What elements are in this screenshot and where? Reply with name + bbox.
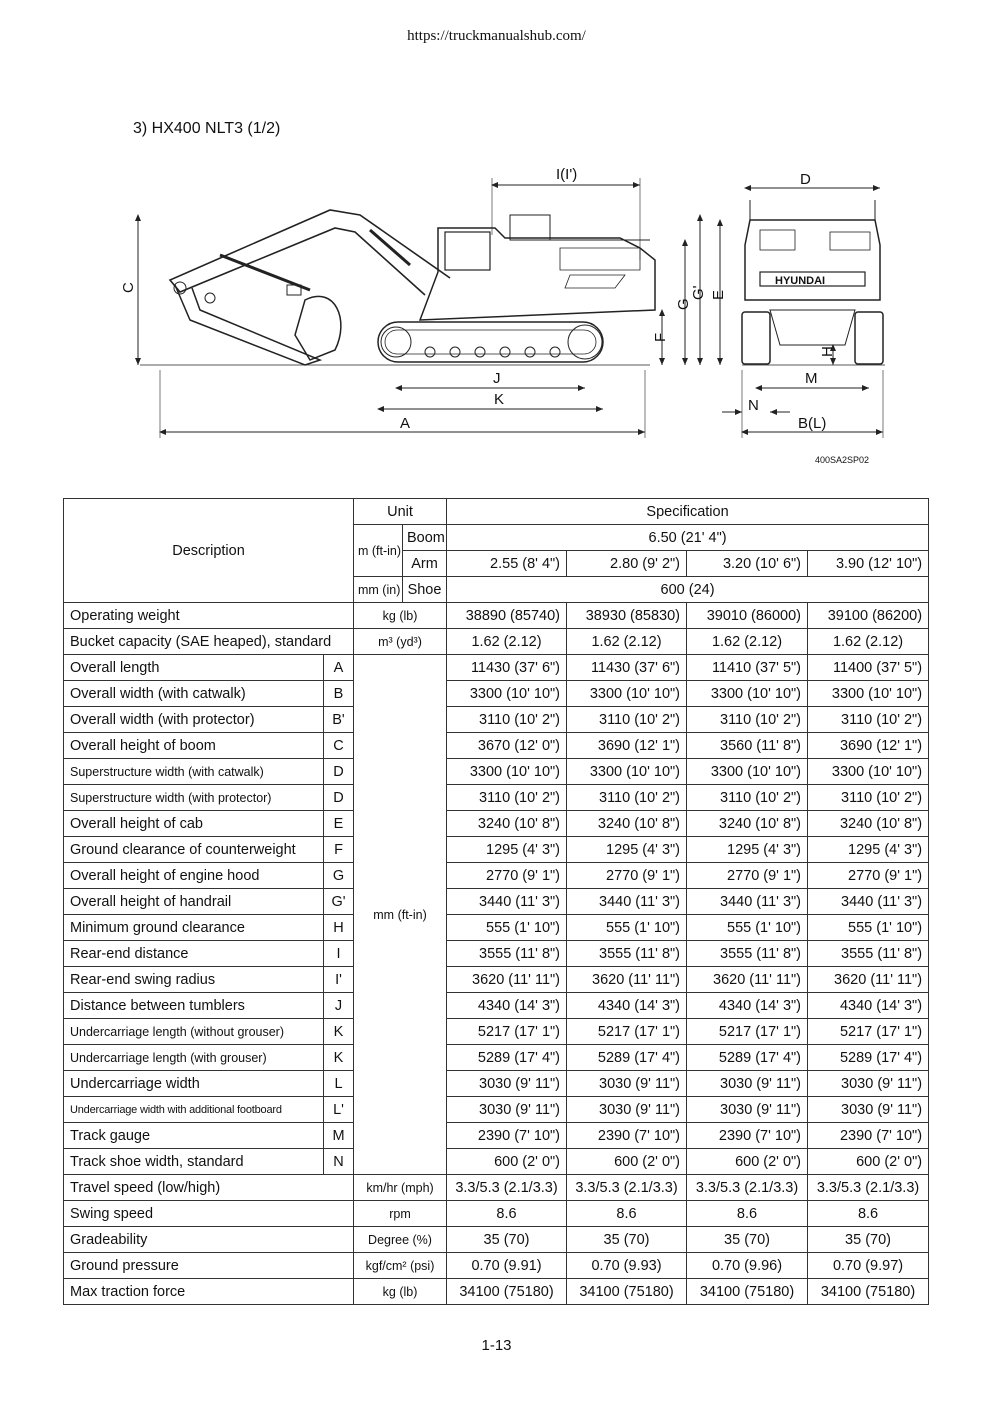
row-value: 3555 (11' 8") [687, 941, 808, 967]
row-value: 3030 (9' 11") [447, 1071, 567, 1097]
table-row [64, 1097, 929, 1123]
table-row [64, 837, 929, 863]
row-value: 3440 (11' 3") [687, 889, 808, 915]
row-desc: Superstructure width (with catwalk) [64, 759, 324, 785]
row-value: 5217 (17' 1") [447, 1019, 567, 1045]
row-value: 35 (70) [687, 1227, 808, 1253]
row-value: 3440 (11' 3") [567, 889, 687, 915]
row-value: 0.70 (9.93) [567, 1253, 687, 1279]
side-view [120, 166, 727, 438]
row-value: 3620 (11' 11") [567, 967, 687, 993]
row-value: 5289 (17' 4") [447, 1045, 567, 1071]
table-row [64, 733, 929, 759]
row-value: 1.62 (2.12) [567, 629, 687, 655]
row-value: 38890 (85740) [447, 603, 567, 629]
row-value: 8.6 [808, 1201, 929, 1227]
row-value: 5217 (17' 1") [808, 1019, 929, 1045]
row-value: 0.70 (9.91) [447, 1253, 567, 1279]
row-value: 600 (2' 0") [447, 1149, 567, 1175]
row-symbol: A [324, 655, 354, 681]
row-value: 3300 (10' 10") [808, 681, 929, 707]
row-desc: Overall height of boom [64, 733, 324, 759]
dim-label-j: J [493, 370, 501, 387]
row-value: 4340 (14' 3") [808, 993, 929, 1019]
row-value: 3440 (11' 3") [808, 889, 929, 915]
boom-value: 6.50 (21' 4") [447, 525, 929, 551]
row-value: 3.3/5.3 (2.1/3.3) [687, 1175, 808, 1201]
row-value: 34100 (75180) [808, 1279, 929, 1305]
row-unit: m³ (yd³) [354, 629, 447, 655]
row-value: 5289 (17' 4") [808, 1045, 929, 1071]
arm-value: 3.90 (12' 10") [808, 551, 929, 577]
row-value: 3110 (10' 2") [447, 785, 567, 811]
row-value: 0.70 (9.96) [687, 1253, 808, 1279]
dim-label-k: K [494, 391, 505, 408]
row-value: 39010 (86000) [687, 603, 808, 629]
row-value: 3110 (10' 2") [808, 707, 929, 733]
brand-logo-text: HYUNDAI [775, 275, 826, 287]
row-symbol: H [324, 915, 354, 941]
row-value: 34100 (75180) [447, 1279, 567, 1305]
row-desc: Undercarriage length (without grouser) [64, 1019, 324, 1045]
row-value: 3620 (11' 11") [687, 967, 808, 993]
row-value: 4340 (14' 3") [567, 993, 687, 1019]
row-value: 3555 (11' 8") [447, 941, 567, 967]
row-value: 39100 (86200) [808, 603, 929, 629]
dim-label-a: A [400, 415, 411, 432]
dim-label-n: N [748, 397, 759, 414]
row-value: 1295 (4' 3") [447, 837, 567, 863]
row-value: 3030 (9' 11") [567, 1097, 687, 1123]
table-row [64, 785, 929, 811]
arm-value: 3.20 (10' 6") [687, 551, 808, 577]
row-symbol: G [324, 863, 354, 889]
row-desc: Undercarriage length (with grouser) [64, 1045, 324, 1071]
rear-view [722, 171, 885, 438]
row-symbol: C [324, 733, 354, 759]
row-desc: Travel speed (low/high) [64, 1175, 354, 1201]
dim-label-f: F [652, 332, 669, 342]
row-desc: Gradeability [64, 1227, 354, 1253]
row-value: 11430 (37' 6") [567, 655, 687, 681]
row-value: 2390 (7' 10") [687, 1123, 808, 1149]
row-value: 3030 (9' 11") [808, 1097, 929, 1123]
row-value: 3620 (11' 11") [808, 967, 929, 993]
row-value: 3110 (10' 2") [808, 785, 929, 811]
row-value: 3690 (12' 1") [567, 733, 687, 759]
table-row [64, 655, 929, 681]
row-value: 3110 (10' 2") [447, 707, 567, 733]
row-value: 3300 (10' 10") [567, 759, 687, 785]
row-value: 8.6 [447, 1201, 567, 1227]
dim-label-c: C [120, 282, 137, 293]
row-symbol: L' [324, 1097, 354, 1123]
row-symbol: F [324, 837, 354, 863]
dim-label-g: G [675, 298, 692, 310]
row-value: 3.3/5.3 (2.1/3.3) [808, 1175, 929, 1201]
row-value: 2770 (9' 1") [447, 863, 567, 889]
row-desc: Overall width (with catwalk) [64, 681, 324, 707]
row-value: 3690 (12' 1") [808, 733, 929, 759]
table-row [64, 1253, 929, 1279]
row-value: 555 (1' 10") [447, 915, 567, 941]
shoe-label: Shoe [403, 577, 447, 603]
row-value: 8.6 [567, 1201, 687, 1227]
row-value: 3560 (11' 8") [687, 733, 808, 759]
row-value: 3300 (10' 10") [687, 681, 808, 707]
row-symbol: I [324, 941, 354, 967]
row-symbol: K [324, 1045, 354, 1071]
row-value: 3300 (10' 10") [447, 759, 567, 785]
shoe-value: 600 (24) [447, 577, 929, 603]
row-symbol: B [324, 681, 354, 707]
row-value: 11430 (37' 6") [447, 655, 567, 681]
row-value: 35 (70) [447, 1227, 567, 1253]
row-desc: Overall length [64, 655, 324, 681]
row-value: 1295 (4' 3") [687, 837, 808, 863]
table-row [64, 967, 929, 993]
row-unit: kg (lb) [354, 1279, 447, 1305]
row-value: 1.62 (2.12) [808, 629, 929, 655]
row-value: 3030 (9' 11") [687, 1097, 808, 1123]
table-row [64, 811, 929, 837]
table-row [64, 1175, 929, 1201]
row-value: 3670 (12' 0") [447, 733, 567, 759]
table-row [64, 681, 929, 707]
row-symbol: N [324, 1149, 354, 1175]
dim-label-gp: G' [690, 285, 707, 300]
row-symbol: M [324, 1123, 354, 1149]
row-value: 3300 (10' 10") [808, 759, 929, 785]
row-value: 3240 (10' 8") [808, 811, 929, 837]
table-row [64, 1149, 929, 1175]
row-value: 555 (1' 10") [808, 915, 929, 941]
row-value: 3300 (10' 10") [567, 681, 687, 707]
row-value: 5289 (17' 4") [687, 1045, 808, 1071]
row-value: 3110 (10' 2") [567, 707, 687, 733]
row-unit: kgf/cm² (psi) [354, 1253, 447, 1279]
table-row [64, 1201, 929, 1227]
dim-label-b: B(L) [798, 415, 827, 432]
row-value: 34100 (75180) [567, 1279, 687, 1305]
row-value: 34100 (75180) [687, 1279, 808, 1305]
row-desc: Swing speed [64, 1201, 354, 1227]
row-value: 11400 (37' 5") [808, 655, 929, 681]
row-value: 5217 (17' 1") [567, 1019, 687, 1045]
row-value: 11410 (37' 5") [687, 655, 808, 681]
row-value: 555 (1' 10") [567, 915, 687, 941]
row-value: 1295 (4' 3") [567, 837, 687, 863]
row-value: 2390 (7' 10") [808, 1123, 929, 1149]
row-value: 3110 (10' 2") [687, 707, 808, 733]
figure-code: 400SA2SP02 [815, 455, 870, 465]
row-symbol: G' [324, 889, 354, 915]
unit-mm: mm (in) [354, 577, 403, 603]
row-desc: Operating weight [64, 603, 354, 629]
table-row [64, 1123, 929, 1149]
row-desc: Overall height of handrail [64, 889, 324, 915]
unit-m: m (ft-in) [354, 525, 403, 577]
table-row [64, 629, 929, 655]
row-desc: Overall height of engine hood [64, 863, 324, 889]
row-value: 3240 (10' 8") [447, 811, 567, 837]
row-value: 2770 (9' 1") [687, 863, 808, 889]
row-value: 3.3/5.3 (2.1/3.3) [567, 1175, 687, 1201]
row-symbol: D [324, 759, 354, 785]
table-row [64, 759, 929, 785]
table-row [64, 863, 929, 889]
table-row [64, 1045, 929, 1071]
row-symbol: B' [324, 707, 354, 733]
row-desc: Overall height of cab [64, 811, 324, 837]
row-desc: Undercarriage width [64, 1071, 324, 1097]
section-title: 3) HX400 NLT3 (1/2) [133, 120, 281, 137]
table-row [64, 1071, 929, 1097]
col-head-description: Description [64, 499, 354, 603]
row-desc: Minimum ground clearance [64, 915, 324, 941]
row-desc: Track gauge [64, 1123, 324, 1149]
arm-label: Arm [403, 551, 447, 577]
specification-table [63, 498, 929, 1305]
row-value: 3030 (9' 11") [808, 1071, 929, 1097]
row-value: 38930 (85830) [567, 603, 687, 629]
row-value: 3110 (10' 2") [687, 785, 808, 811]
table-row [64, 1019, 929, 1045]
row-desc: Rear-end distance [64, 941, 324, 967]
row-value: 1.62 (2.12) [687, 629, 808, 655]
row-value: 3240 (10' 8") [567, 811, 687, 837]
table-row [64, 889, 929, 915]
arm-value: 2.55 (8' 4") [447, 551, 567, 577]
row-value: 4340 (14' 3") [687, 993, 808, 1019]
row-unit: km/hr (mph) [354, 1175, 447, 1201]
source-url: https://truckmanualshub.com/ [407, 28, 586, 44]
row-value: 2770 (9' 1") [567, 863, 687, 889]
dim-label-d: D [800, 171, 811, 188]
row-desc: Overall width (with protector) [64, 707, 324, 733]
row-desc: Track shoe width, standard [64, 1149, 324, 1175]
row-value: 2390 (7' 10") [567, 1123, 687, 1149]
row-value: 3300 (10' 10") [447, 681, 567, 707]
row-symbol: E [324, 811, 354, 837]
row-value: 3030 (9' 11") [567, 1071, 687, 1097]
row-value: 5289 (17' 4") [567, 1045, 687, 1071]
row-unit: rpm [354, 1201, 447, 1227]
row-desc: Rear-end swing radius [64, 967, 324, 993]
table-row [64, 707, 929, 733]
row-value: 600 (2' 0") [687, 1149, 808, 1175]
arm-value: 2.80 (9' 2") [567, 551, 687, 577]
row-value: 2770 (9' 1") [808, 863, 929, 889]
row-symbol: I' [324, 967, 354, 993]
page-number: 1-13 [481, 1337, 512, 1354]
row-value: 600 (2' 0") [808, 1149, 929, 1175]
row-value: 35 (70) [567, 1227, 687, 1253]
table-row [64, 915, 929, 941]
row-value: 3030 (9' 11") [447, 1097, 567, 1123]
row-unit: Degree (%) [354, 1227, 447, 1253]
row-value: 8.6 [687, 1201, 808, 1227]
row-value: 555 (1' 10") [687, 915, 808, 941]
row-value: 3300 (10' 10") [687, 759, 808, 785]
row-value: 3555 (11' 8") [808, 941, 929, 967]
dim-label-h: H [819, 346, 836, 357]
row-value: 1295 (4' 3") [808, 837, 929, 863]
row-value: 4340 (14' 3") [447, 993, 567, 1019]
table-row [64, 941, 929, 967]
row-value: 3620 (11' 11") [447, 967, 567, 993]
row-value: 5217 (17' 1") [687, 1019, 808, 1045]
row-value: 3030 (9' 11") [687, 1071, 808, 1097]
row-desc: Max traction force [64, 1279, 354, 1305]
row-value: 3240 (10' 8") [687, 811, 808, 837]
col-head-unit: Unit [354, 499, 447, 525]
row-symbol: K [324, 1019, 354, 1045]
row-value: 1.62 (2.12) [447, 629, 567, 655]
dim-label-i: I(I') [556, 166, 578, 183]
header-row-1 [64, 499, 929, 525]
row-desc: Distance between tumblers [64, 993, 324, 1019]
row-symbol: L [324, 1071, 354, 1097]
table-row [64, 603, 929, 629]
table-row [64, 1279, 929, 1305]
row-unit: kg (lb) [354, 603, 447, 629]
row-desc: Bucket capacity (SAE heaped), standard [64, 629, 354, 655]
dim-unit: mm (ft-in) [354, 655, 447, 1175]
row-value: 2390 (7' 10") [447, 1123, 567, 1149]
dim-label-m: M [805, 370, 818, 387]
row-value: 3440 (11' 3") [447, 889, 567, 915]
row-symbol: D [324, 785, 354, 811]
col-head-specification: Specification [447, 499, 929, 525]
row-value: 3110 (10' 2") [567, 785, 687, 811]
row-symbol: J [324, 993, 354, 1019]
row-desc: Ground clearance of counterweight [64, 837, 324, 863]
row-desc: Undercarriage width with additional footboard [64, 1097, 324, 1123]
boom-label: Boom [403, 525, 447, 551]
row-value: 600 (2' 0") [567, 1149, 687, 1175]
row-desc: Ground pressure [64, 1253, 354, 1279]
row-value: 3.3/5.3 (2.1/3.3) [447, 1175, 567, 1201]
excavator-dimension-drawing [120, 160, 900, 470]
row-value: 0.70 (9.97) [808, 1253, 929, 1279]
dim-label-e: E [710, 289, 727, 300]
table-row [64, 1227, 929, 1253]
row-desc: Superstructure width (with protector) [64, 785, 324, 811]
row-value: 3555 (11' 8") [567, 941, 687, 967]
row-value: 35 (70) [808, 1227, 929, 1253]
table-row [64, 993, 929, 1019]
